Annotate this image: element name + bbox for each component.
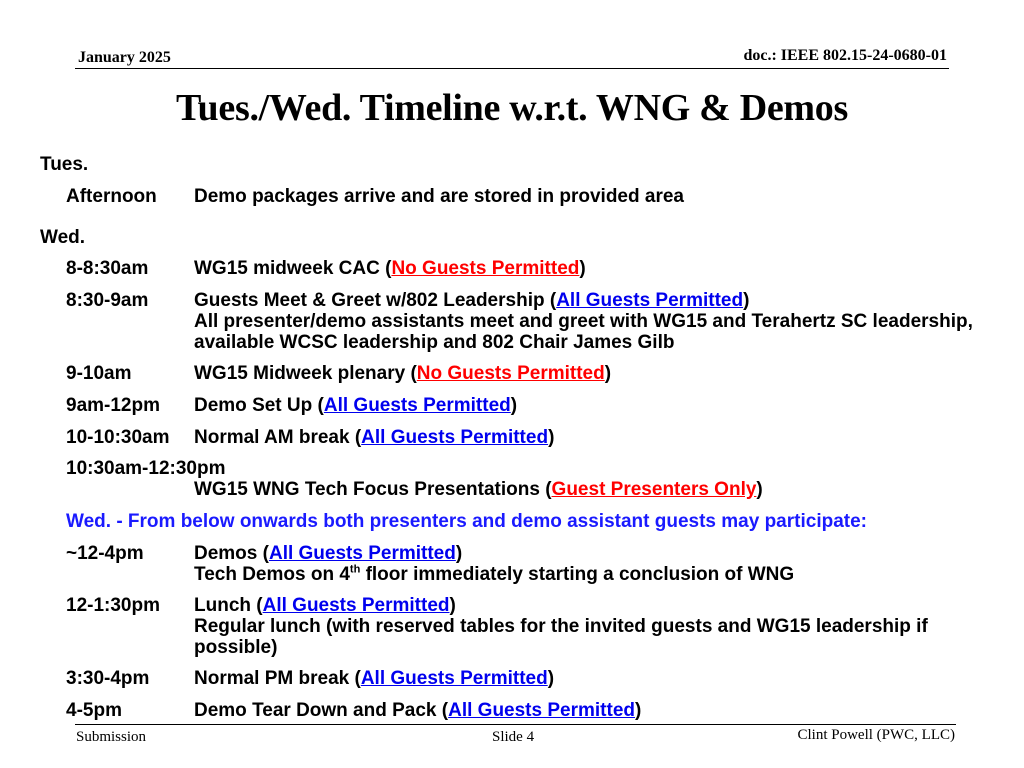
row-text: Normal PM break ( (194, 668, 361, 689)
row-description (194, 395, 994, 416)
row-time: ~12-4pm (66, 543, 144, 564)
slide-title: Tues./Wed. Timeline w.r.t. WNG & Demos (176, 87, 848, 129)
row-text: Guests Meet & Greet w/802 Leadership ( (194, 290, 557, 311)
row-text-close: ) (743, 290, 750, 311)
row-time: Afternoon (66, 186, 157, 207)
all-guests-permitted-link[interactable]: All Guests Permitted (360, 668, 548, 689)
ordinal-suffix: th (349, 563, 361, 576)
row-text: Demo Tear Down and Pack ( (194, 700, 449, 721)
row-text-close: ) (635, 700, 642, 721)
day-label-tues: Tues. (40, 154, 89, 175)
row-time: 10-10:30am (66, 427, 170, 448)
participation-note: Wed. - From below onwards both presenters and demo assistant guests may participate: (66, 511, 867, 532)
row-text-close: ) (548, 427, 555, 448)
row-description (194, 543, 994, 585)
row-text-close: ) (579, 258, 586, 279)
row-description (194, 700, 994, 721)
row-text-close: ) (449, 595, 456, 616)
row-text: Demos ( (194, 543, 269, 564)
row-text-close: ) (455, 543, 463, 564)
all-guests-permitted-link[interactable]: All Guests Permitted (361, 427, 549, 448)
all-guests-permitted-link[interactable]: All Guests Permitted (268, 543, 456, 564)
all-guests-permitted-link[interactable]: All Guests Permitted (323, 395, 511, 416)
row-text: Lunch ( (194, 595, 263, 616)
row-text: WG15 midweek CAC ( (194, 258, 392, 279)
row-time: 4-5pm (66, 700, 122, 721)
row-text-close: ) (604, 363, 612, 384)
row-detail: Tech Demos on 4 (194, 564, 350, 585)
all-guests-permitted-link[interactable]: All Guests Permitted (556, 290, 744, 311)
footer-submission: Submission (76, 729, 147, 745)
row-time: 9-10am (66, 363, 132, 384)
row-description (194, 595, 994, 658)
row-description (194, 427, 994, 448)
row-detail: All presenter/demo assistants meet and greet with WG15 and Terahertz SC leadership, available WCSC leadership and 802 Chair James Gilb (194, 311, 973, 353)
row-description (194, 258, 994, 279)
row-text: WG15 WNG Tech Focus Presentations ( (194, 479, 552, 500)
row-description (194, 290, 994, 353)
row-description (194, 479, 994, 500)
row-text: WG15 Midweek plenary ( (194, 363, 417, 384)
document-id: doc.: IEEE 802.15-24-0680-01 (743, 47, 947, 64)
row-text-close: ) (510, 395, 518, 416)
row-text: Normal AM break ( (194, 427, 362, 448)
row-description: Demo packages arrive and are stored in provided area (194, 186, 684, 207)
row-time: 8-8:30am (66, 258, 149, 279)
row-detail-rest: floor immediately starting a conclusion of WNG (360, 564, 795, 585)
footer-author: Clint Powell (PWC, LLC) (797, 727, 955, 743)
row-time: 9am-12pm (66, 395, 160, 416)
row-description (194, 363, 994, 384)
row-text-close: ) (756, 479, 763, 500)
day-label-wed: Wed. (40, 227, 86, 248)
row-text: Demo Set Up ( (194, 395, 324, 416)
slide-number: Slide 4 (492, 729, 535, 745)
row-detail: Regular lunch (with reserved tables for the invited guests and WG15 leadership if possible) (194, 616, 928, 658)
footer-divider (75, 724, 956, 725)
guest-presenters-only-link[interactable]: Guest Presenters Only (551, 479, 757, 500)
row-time: 12-1:30pm (66, 595, 160, 616)
row-time: 10:30am-12:30pm (66, 458, 226, 479)
all-guests-permitted-link[interactable]: All Guests Permitted (262, 595, 450, 616)
all-guests-permitted-link[interactable]: All Guests Permitted (448, 700, 635, 721)
row-time: 3:30-4pm (66, 668, 150, 689)
row-description (194, 668, 994, 689)
row-text-close: ) (547, 668, 555, 689)
no-guests-permitted-link[interactable]: No Guests Permitted (391, 258, 580, 279)
header-divider (75, 68, 949, 69)
no-guests-permitted-link[interactable]: No Guests Permitted (416, 363, 605, 384)
header-date: January 2025 (78, 49, 171, 66)
row-time: 8:30-9am (66, 290, 149, 311)
